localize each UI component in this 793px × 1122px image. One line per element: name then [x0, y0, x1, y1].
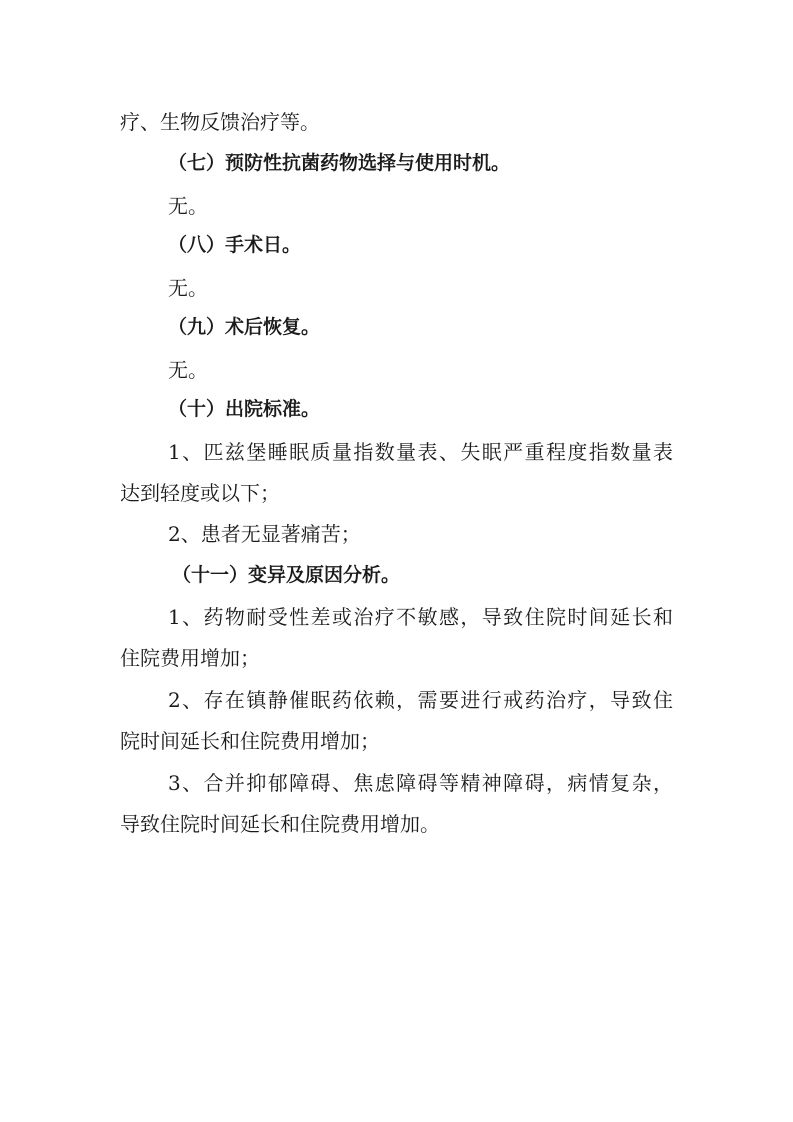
body-text-line: 导致住院时间延长和住院费用增加。 — [120, 812, 440, 836]
section-heading-10: （十）出院标准。 — [168, 398, 321, 420]
section-heading-8: （八）手术日。 — [168, 234, 302, 256]
body-text-line: 2、存在镇静催眠药依赖，需要进行戒药治疗，导致住 — [168, 688, 673, 712]
body-text-line: 住院费用增加； — [120, 646, 260, 670]
section-heading-11: （十一）变异及原因分析。 — [172, 564, 401, 586]
body-text-line: 2、患者无显著痛苦； — [168, 522, 361, 546]
body-text-line: 3、合并抑郁障碍、焦虑障碍等精神障碍，病情复杂， — [168, 771, 673, 795]
body-text-line: 院时间延长和住院费用增加； — [120, 729, 380, 753]
body-text-line: 1、药物耐受性差或治疗不敏感，导致住院时间延长和 — [168, 605, 673, 629]
body-text-line: 无。 — [168, 276, 208, 300]
body-text-line: 达到轻度或以下； — [120, 481, 280, 505]
body-text-line: 无。 — [168, 194, 208, 218]
body-text-line: 1、匹兹堡睡眠质量指数量表、失眠严重程度指数量表 — [168, 440, 673, 464]
body-text-line: 无。 — [168, 358, 208, 382]
section-heading-9: （九）术后恢复。 — [168, 316, 321, 338]
section-heading-7: （七）预防性抗菌药物选择与使用时机。 — [168, 152, 511, 174]
body-text-line: 疗、生物反馈治疗等。 — [120, 110, 320, 134]
